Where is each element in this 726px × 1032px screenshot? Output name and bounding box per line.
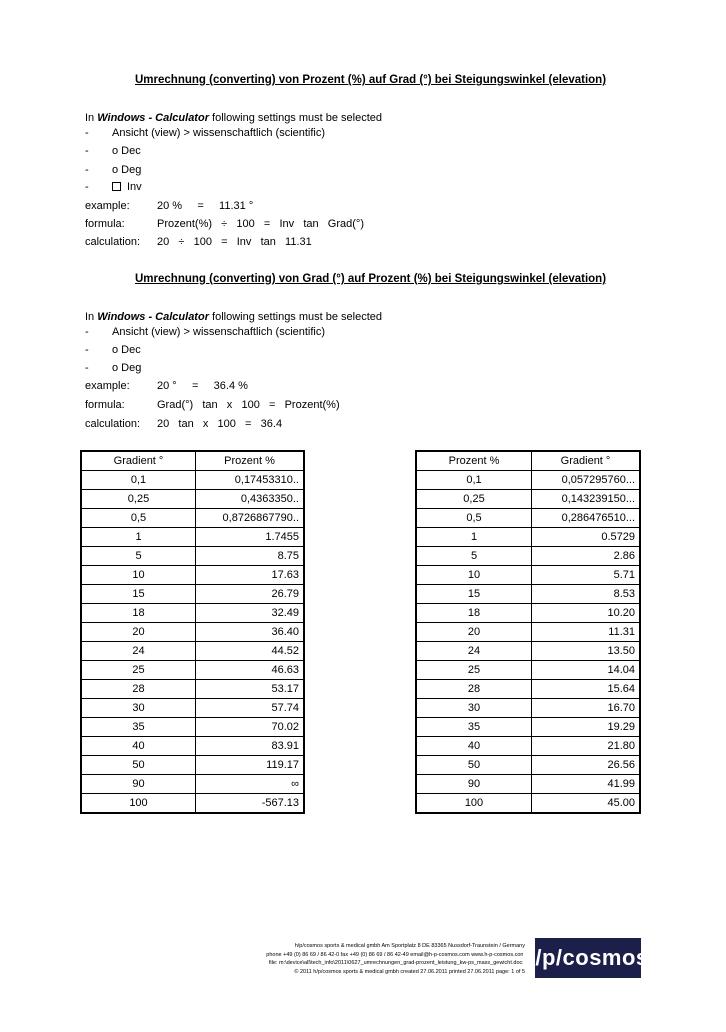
table-cell-value: 14.04 (532, 661, 641, 680)
setting-label: o Deg (112, 164, 142, 176)
table-cell-value: 19.29 (532, 718, 641, 737)
table-cell-key: 0,5 (416, 509, 532, 528)
section1-calculation (85, 236, 485, 250)
table-cell-value: 0.5729 (532, 528, 641, 547)
table-cell-value: 36.40 (196, 623, 305, 642)
calc-value: 20 ÷ 100 = Inv tan 11.31 (157, 236, 312, 248)
section1-setting-4: - Inv (85, 181, 142, 193)
table-row (416, 471, 640, 490)
section2-setting-3: - o Deg (85, 362, 142, 374)
table-row (81, 642, 304, 661)
table-cell-value: 41.99 (532, 775, 641, 794)
table-row (81, 528, 304, 547)
intro-prefix: In (85, 112, 98, 124)
table-cell-value: 44.52 (196, 642, 305, 661)
calc-label: calculation: (85, 418, 141, 430)
table-cell-value: 0,286476510... (532, 509, 641, 528)
footer-line: file: m:\device\all\tech_info\2011\0627_umrechnungen_grad-prozent_leistung_kw-ps_mass_gewicht.docx (268, 960, 525, 966)
formula-value: Grad(°) tan x 100 = Prozent(%) (157, 399, 340, 411)
table-header-row (81, 451, 304, 471)
footer-line: h/p/cosmos sports & medical gmbh Am Sportplatz 8 DE 83365 Nussdorf-Traunstein / Germany (294, 943, 525, 949)
table-cell-key: 5 (81, 547, 196, 566)
table-cell-value: 10.20 (532, 604, 641, 623)
formula-label: formula: (85, 399, 125, 411)
table-cell-value: 57.74 (196, 699, 305, 718)
table-cell-value: 70.02 (196, 718, 305, 737)
intro-app-name: Windows - Calculator (97, 112, 209, 124)
table-row (81, 471, 304, 490)
table-cell-key: 0,25 (81, 490, 196, 509)
table-cell-key: 20 (81, 623, 196, 642)
section1-setting-2: - o Dec (85, 145, 141, 157)
table-cell-value: 11.31 (532, 623, 641, 642)
table-cell-key: 28 (81, 680, 196, 699)
table-cell-key: 40 (416, 737, 532, 756)
section2-example (85, 380, 485, 394)
table-header-row (416, 451, 640, 471)
table-grad-to-prozent (80, 450, 305, 814)
formula-label: formula: (85, 218, 125, 230)
table-cell-key: 1 (81, 528, 196, 547)
intro-app-name: Windows - Calculator (97, 311, 209, 323)
logo-text: h/p/cosmos (521, 945, 649, 970)
intro-prefix: In (85, 311, 98, 323)
table-cell-value: ∞ (196, 775, 305, 794)
table-cell-key: 18 (416, 604, 532, 623)
table-row (416, 794, 640, 814)
table-row (416, 509, 640, 528)
column-header: Prozent % (416, 451, 532, 471)
section1-setting-1: - Ansicht (view) > wissenschaftlich (scientific) (85, 127, 326, 139)
table-cell-value: 21.80 (532, 737, 641, 756)
table-cell-key: 25 (416, 661, 532, 680)
table-cell-value: 13.50 (532, 642, 641, 661)
table-row (416, 490, 640, 509)
table-cell-key: 1 (416, 528, 532, 547)
setting-label: Ansicht (view) > wissenschaftlich (scientific) (112, 127, 326, 139)
table-row (416, 566, 640, 585)
section2-formula (85, 399, 485, 413)
table-cell-value: 46.63 (196, 661, 305, 680)
intro-suffix: following settings must be selected (208, 311, 383, 323)
example-value: 20 ° = 36.4 % (157, 380, 248, 392)
checkbox-icon (112, 182, 121, 191)
table-cell-key: 90 (81, 775, 196, 794)
setting-label: Inv (127, 181, 142, 193)
table-cell-value: 0,057295760... (532, 471, 641, 490)
footer-line: © 2011 h/p/cosmos sports & medical gmbh created 27.06.2011 printed 27.06.2011 page: 1 of 5 (294, 968, 525, 975)
column-header: Gradient ° (81, 451, 196, 471)
table-cell-key: 28 (416, 680, 532, 699)
table-row (416, 775, 640, 794)
table-row (416, 623, 640, 642)
table-row (416, 680, 640, 699)
table-cell-key: 90 (416, 775, 532, 794)
table-cell-value: 0,4363350.. (196, 490, 305, 509)
calc-label: calculation: (85, 236, 141, 248)
table-cell-key: 35 (81, 718, 196, 737)
intro-suffix: following settings must be selected (208, 112, 383, 124)
section1-intro (85, 112, 382, 124)
table-cell-key: 10 (81, 566, 196, 585)
table-cell-value: 16.70 (532, 699, 641, 718)
table-cell-key: 0,1 (416, 471, 532, 490)
example-label: example: (85, 380, 130, 392)
table-cell-key: 24 (81, 642, 196, 661)
table-row (81, 604, 304, 623)
table-row (81, 547, 304, 566)
table-cell-key: 50 (81, 756, 196, 775)
table-row (81, 585, 304, 604)
table-cell-value: 0,17453310.. (196, 471, 305, 490)
table-cell-key: 10 (416, 566, 532, 585)
table-row (416, 642, 640, 661)
table-cell-key: 5 (416, 547, 532, 566)
setting-label: o Dec (112, 344, 141, 356)
table-row (81, 623, 304, 642)
table-row (416, 718, 640, 737)
table-cell-key: 100 (416, 794, 532, 814)
table-row (81, 718, 304, 737)
table-row (416, 547, 640, 566)
table-cell-key: 18 (81, 604, 196, 623)
table-cell-value: 8.53 (532, 585, 641, 604)
table-cell-value: 0,8726867790.. (196, 509, 305, 528)
table-row (416, 604, 640, 623)
table-cell-value: 53.17 (196, 680, 305, 699)
table-cell-key: 24 (416, 642, 532, 661)
setting-label: Ansicht (view) > wissenschaftlich (scientific) (112, 326, 326, 338)
table-cell-value: 32.49 (196, 604, 305, 623)
table-row (81, 794, 304, 814)
table-cell-value: 5.71 (532, 566, 641, 585)
section1-setting-3: - o Deg (85, 164, 142, 176)
table-cell-value: 8.75 (196, 547, 305, 566)
setting-label: o Dec (112, 145, 141, 157)
table-cell-value: 15.64 (532, 680, 641, 699)
table-cell-value: 0,143239150... (532, 490, 641, 509)
hp-cosmos-logo (521, 938, 655, 978)
table-cell-key: 20 (416, 623, 532, 642)
table-cell-value: 17.63 (196, 566, 305, 585)
table-row (416, 528, 640, 547)
section2-setting-1: - Ansicht (view) > wissenschaftlich (scientific) (85, 326, 326, 338)
example-value: 20 % = 11.31 ° (157, 200, 254, 212)
table-cell-value: 26.79 (196, 585, 305, 604)
table-row (416, 737, 640, 756)
table-cell-key: 35 (416, 718, 532, 737)
table-cell-value: 1.7455 (196, 528, 305, 547)
table-cell-key: 0,5 (81, 509, 196, 528)
section1-formula (85, 218, 485, 232)
table-row (81, 737, 304, 756)
table-row (81, 661, 304, 680)
table-cell-value: 119.17 (196, 756, 305, 775)
section2-intro (85, 311, 382, 323)
table-row (416, 699, 640, 718)
footer-text (266, 942, 525, 976)
table-cell-value: -567.13 (196, 794, 305, 814)
table-row (416, 756, 640, 775)
table-cell-key: 15 (416, 585, 532, 604)
registered-mark: ® (649, 955, 655, 961)
table-cell-key: 0,1 (81, 471, 196, 490)
table-cell-key: 100 (81, 794, 196, 814)
section2-calculation (85, 418, 485, 432)
table-row (81, 680, 304, 699)
footer-line: phone +49 (0) 86 69 / 86 42-0 fax +49 (0) 86 69 / 86 42-49 email@h-p-cosmos.com www.h-p-cosmos.com (266, 951, 525, 958)
table-cell-key: 30 (416, 699, 532, 718)
table-cell-key: 0,25 (416, 490, 532, 509)
table-cell-key: 25 (81, 661, 196, 680)
table-row (81, 566, 304, 585)
table-cell-value: 45.00 (532, 794, 641, 814)
setting-label: o Deg (112, 362, 142, 374)
formula-value: Prozent(%) ÷ 100 = Inv tan Grad(°) (157, 218, 364, 230)
table-row (81, 775, 304, 794)
table-cell-key: 50 (416, 756, 532, 775)
table-cell-key: 15 (81, 585, 196, 604)
table-row (81, 699, 304, 718)
table-row (81, 490, 304, 509)
table-cell-value: 26.56 (532, 756, 641, 775)
table-row (416, 585, 640, 604)
column-header: Prozent % (196, 451, 305, 471)
table-cell-value: 83.91 (196, 737, 305, 756)
table-cell-value: 2.86 (532, 547, 641, 566)
column-header: Gradient ° (532, 451, 641, 471)
calc-value: 20 tan x 100 = 36.4 (157, 418, 283, 430)
table-row (81, 509, 304, 528)
section1-example (85, 200, 485, 214)
table-prozent-to-grad (415, 450, 641, 814)
table-cell-key: 40 (81, 737, 196, 756)
example-label: example: (85, 200, 130, 212)
table-row (416, 661, 640, 680)
table-row (81, 756, 304, 775)
section1-title: Umrechnung (converting) von Prozent (%) auf Grad (°) bei Steigungswinkel (elevation) (135, 74, 607, 86)
section2-setting-2: - o Dec (85, 344, 141, 356)
section2-title: Umrechnung (converting) von Grad (°) auf Prozent (%) bei Steigungswinkel (elevation) (135, 273, 607, 285)
table-cell-key: 30 (81, 699, 196, 718)
